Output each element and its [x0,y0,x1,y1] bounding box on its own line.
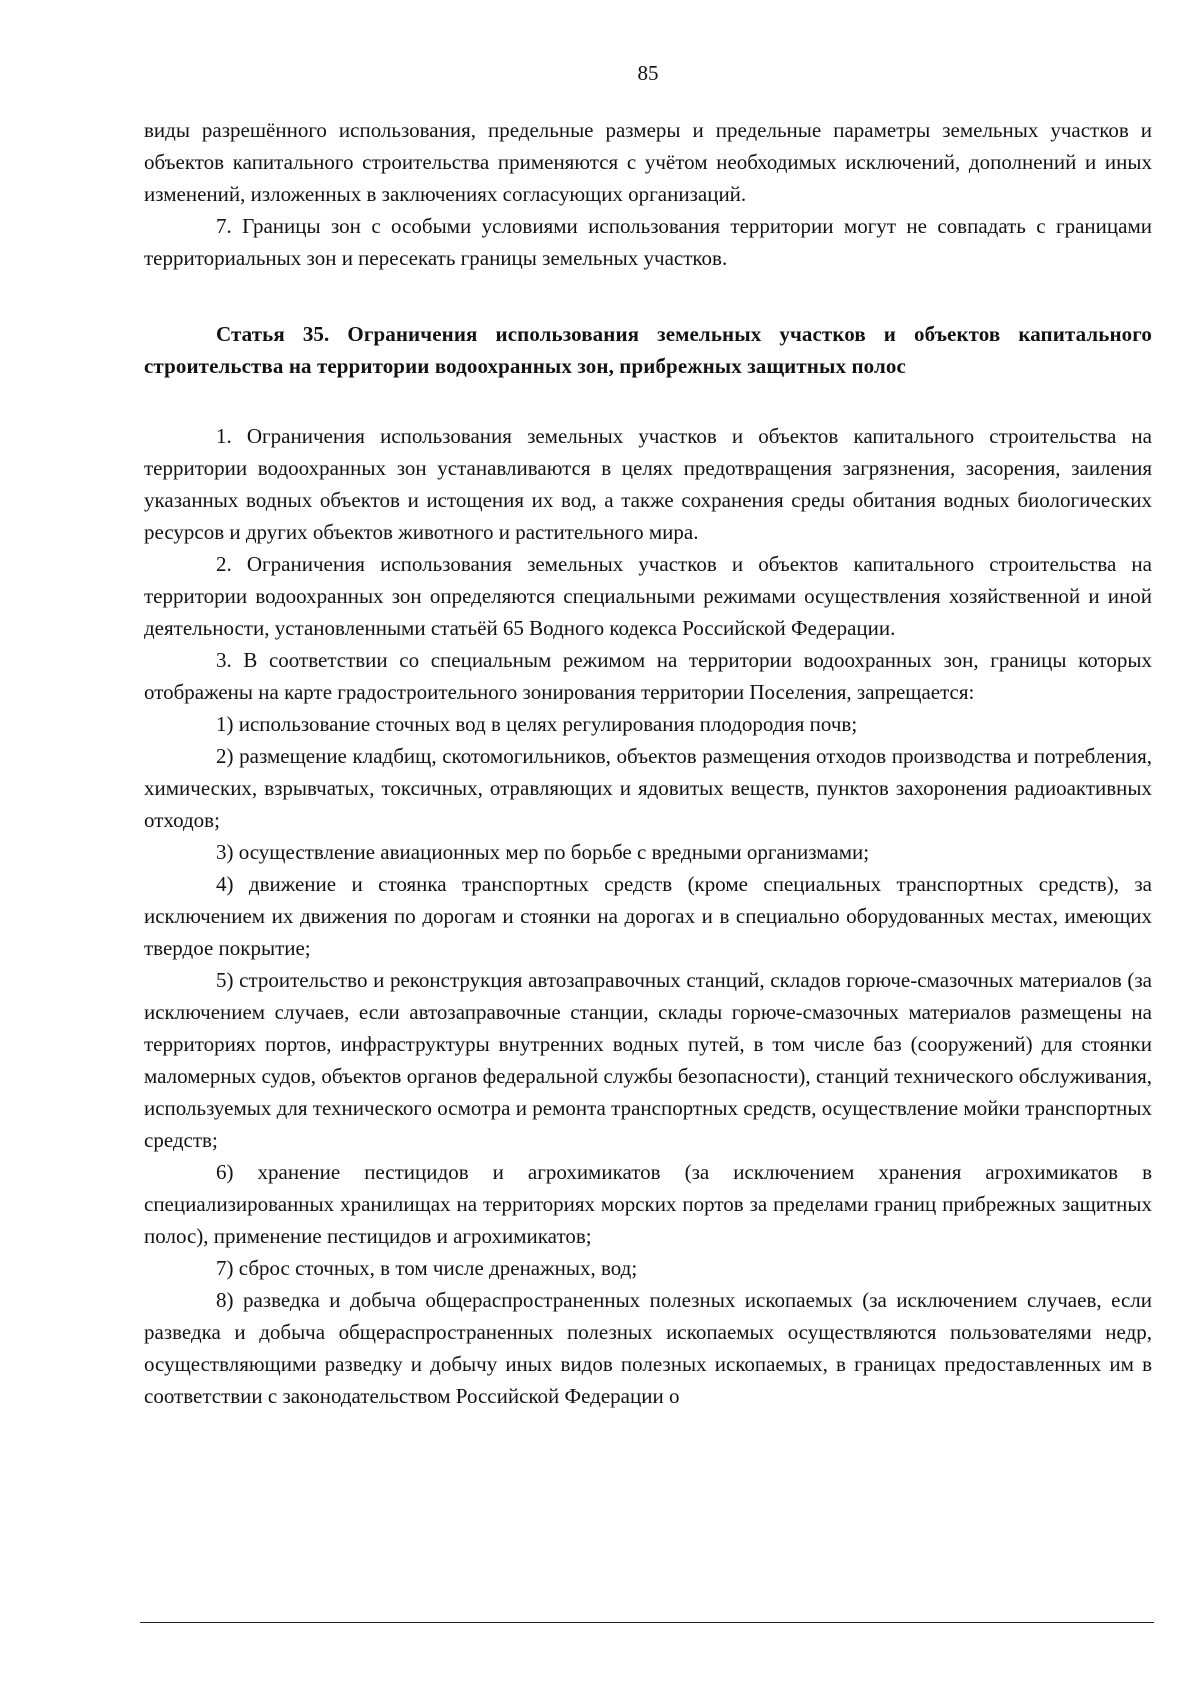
subitem-4: 4) движение и стоянка транспортных средств (кроме специальных транспортных средств), за исключением их движения по дорогам и стоянки на дорогах и в специально оборудованных местах, имеющих твердое покрытие; [144,872,1152,960]
article-heading: Статья 35. Ограничения использования земельных участков и объектов капитального строительства на территории водоохранных зон, прибрежных защитных полос [144,322,1152,378]
paragraph-intro: виды разрешённого использования, предельные размеры и предельные параметры земельных участков и объектов капитального строительства применяются с учётом необходимых исключений, дополнений и иных изменений, изложенных в заключениях согласующих организаций. [144,118,1152,206]
subitem-7: 7) сброс сточных, в том числе дренажных, вод; [216,1256,638,1280]
paragraph-item-7: 7. Границы зон с особыми условиями использования территории могут не совпадать с границами территориальных зон и пересекать границы земельных участков. [144,214,1152,270]
subitem-2: 2) размещение кладбищ, скотомогильников, объектов размещения отходов производства и потребления, химических, взрывчатых, токсичных, отравляющих и ядовитых веществ, пунктов захоронения радиоактивных отходов; [144,744,1152,832]
subitem-3: 3) осуществление авиационных мер по борьбе с вредными организмами; [216,840,870,864]
section-spacer [144,382,1152,414]
page-content [144,114,1152,1412]
article-item-1: 1. Ограничения использования земельных участков и объектов капитального строительства на территории водоохранных зон устанавливаются в целях предотвращения загрязнения, засорения, заиления указанных водных объектов и истощения их вод, а также сохранения среды обитания водных биологических ресурсов и других объектов животного и растительного мира. [144,424,1152,544]
section-spacer [144,274,1152,306]
page-number: 85 [637,61,659,85]
article-item-3: 3. В соответствии со специальным режимом на территории водоохранных зон, границы которых отображены на карте градостроительного зонирования территории Поселения, запрещается: [144,648,1152,704]
subitem-1: 1) использование сточных вод в целях регулирования плодородия почв; [216,712,858,736]
subitem-8: 8) разведка и добыча общераспространенных полезных ископаемых (за исключением случаев, если разведка и добыча общераспространенных полезных ископаемых осуществляются пользователями недр, осуществляющими разведку и добычу иных видов полезных ископаемых, в границах предоставленных им в соответствии с законодательством Российской Федерации о [144,1288,1152,1408]
subitem-6: 6) хранение пестицидов и агрохимикатов (за исключением хранения агрохимикатов в специализированных хранилищах на территориях морских портов за пределами границ прибрежных защитных полос), применение пестицидов и агрохимикатов; [144,1160,1152,1248]
article-item-2: 2. Ограничения использования земельных участков и объектов капитального строительства на территории водоохранных зон определяются специальными режимами осуществления хозяйственной и иной деятельности, установленными статьёй 65 Водного кодекса Российской Федерации. [144,552,1152,640]
footer-rule [140,1622,1154,1623]
subitem-5: 5) строительство и реконструкция автозаправочных станций, складов горюче-смазочных материалов (за исключением случаев, если автозаправочные станции, склады горюче-смазочных материалов размещены на территориях портов, инфраструктуры внутренних водных путей, в том числе баз (сооружений) для стоянки маломерных судов, объектов органов федеральной службы безопасности), станций технического обслуживания, используемых для технического осмотра и ремонта транспортных средств, осуществление мойки транспортных средств; [144,968,1152,1152]
